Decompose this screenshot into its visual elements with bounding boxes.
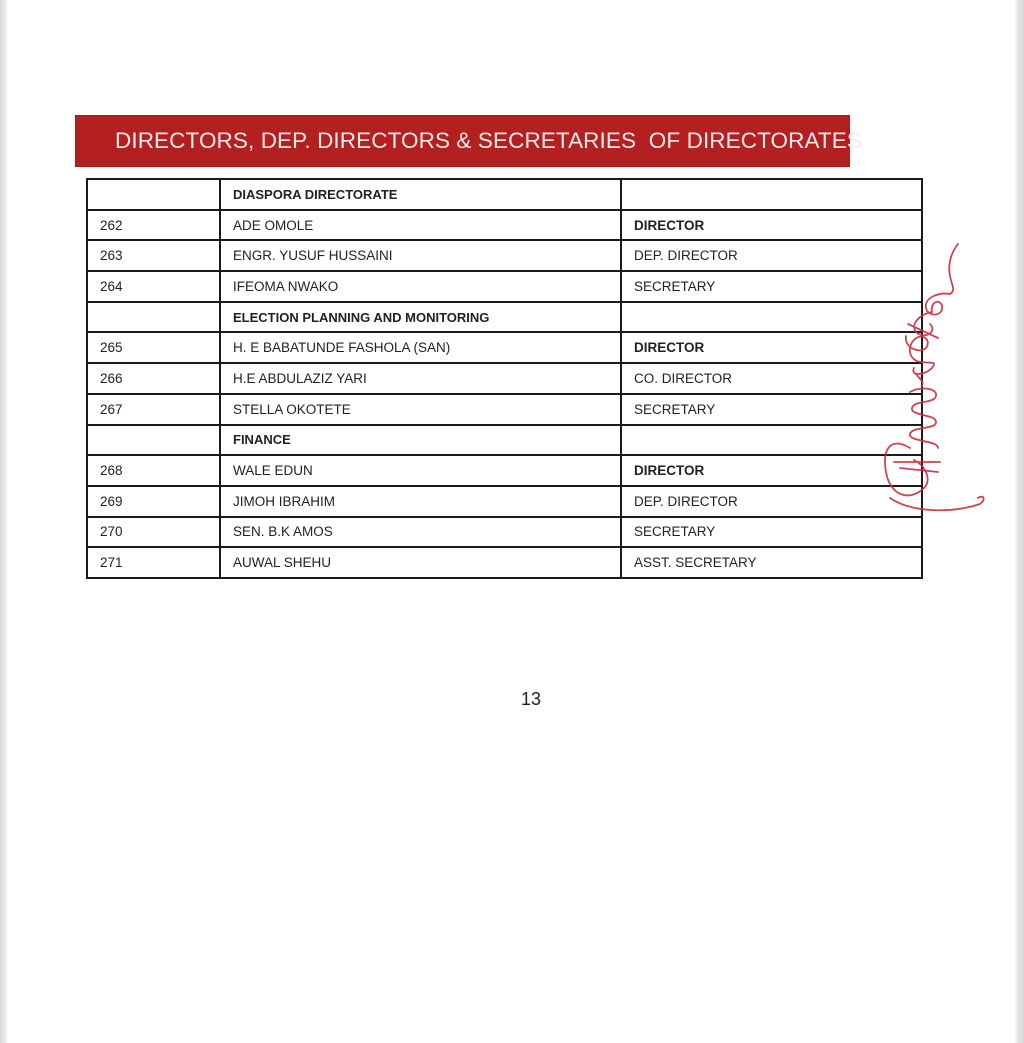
page-edge-right <box>1015 0 1024 1043</box>
cell-role: DEP. DIRECTOR <box>621 486 922 517</box>
cell-number: 268 <box>87 455 220 486</box>
page-number: 13 <box>521 689 542 709</box>
table-row <box>87 210 922 241</box>
cell-role: DIRECTOR <box>621 332 922 363</box>
cell-number: 269 <box>87 486 220 517</box>
cell-number <box>87 179 220 210</box>
cell-number <box>87 425 220 456</box>
cell-role: ASST. SECRETARY <box>621 547 922 578</box>
table-row <box>87 547 922 578</box>
cell-name: ENGR. YUSUF HUSSAINI <box>220 240 621 271</box>
cell-number: 264 <box>87 271 220 302</box>
cell-name: WALE EDUN <box>220 455 621 486</box>
table-row-section <box>87 179 922 210</box>
table-row <box>87 394 922 425</box>
cell-name: AUWAL SHEHU <box>220 547 621 578</box>
table-row <box>87 271 922 302</box>
page-edge-left <box>0 0 8 1043</box>
banner-title: DIRECTORS, DEP. DIRECTORS & SECRETARIES OF DIRECTORATES <box>115 128 862 153</box>
cell-number: 263 <box>87 240 220 271</box>
cell-number: 270 <box>87 517 220 548</box>
table-row <box>87 332 922 363</box>
cell-section-title: DIASPORA DIRECTORATE <box>220 179 621 210</box>
cell-role <box>621 179 922 210</box>
table-row <box>87 455 922 486</box>
cell-name: H. E BABATUNDE FASHOLA (SAN) <box>220 332 621 363</box>
cell-role: SECRETARY <box>621 517 922 548</box>
cell-role: CO. DIRECTOR <box>621 363 922 394</box>
table-row-section <box>87 425 922 456</box>
cell-name: H.E ABDULAZIZ YARI <box>220 363 621 394</box>
section-banner <box>75 115 862 167</box>
cell-section-title: ELECTION PLANNING AND MONITORING <box>220 302 621 333</box>
cell-name: IFEOMA NWAKO <box>220 271 621 302</box>
cell-number <box>87 302 220 333</box>
table-row-section <box>87 302 922 333</box>
table-row <box>87 517 922 548</box>
cell-role: DIRECTOR <box>621 455 922 486</box>
cell-number: 267 <box>87 394 220 425</box>
cell-number: 271 <box>87 547 220 578</box>
cell-number: 265 <box>87 332 220 363</box>
cell-role: DEP. DIRECTOR <box>621 240 922 271</box>
cell-role <box>621 302 922 333</box>
cell-number: 266 <box>87 363 220 394</box>
cell-name: STELLA OKOTETE <box>220 394 621 425</box>
cell-name: JIMOH IBRAHIM <box>220 486 621 517</box>
cell-role: SECRETARY <box>621 394 922 425</box>
cell-role: SECRETARY <box>621 271 922 302</box>
cell-name: ADE OMOLE <box>220 210 621 241</box>
directorate-roster-table <box>86 178 923 579</box>
cell-section-title: FINANCE <box>220 425 621 456</box>
cell-role: DIRECTOR <box>621 210 922 241</box>
cell-role <box>621 425 922 456</box>
table-row <box>87 486 922 517</box>
cell-name: SEN. B.K AMOS <box>220 517 621 548</box>
table-row <box>87 363 922 394</box>
table-row <box>87 240 922 271</box>
cell-number: 262 <box>87 210 220 241</box>
